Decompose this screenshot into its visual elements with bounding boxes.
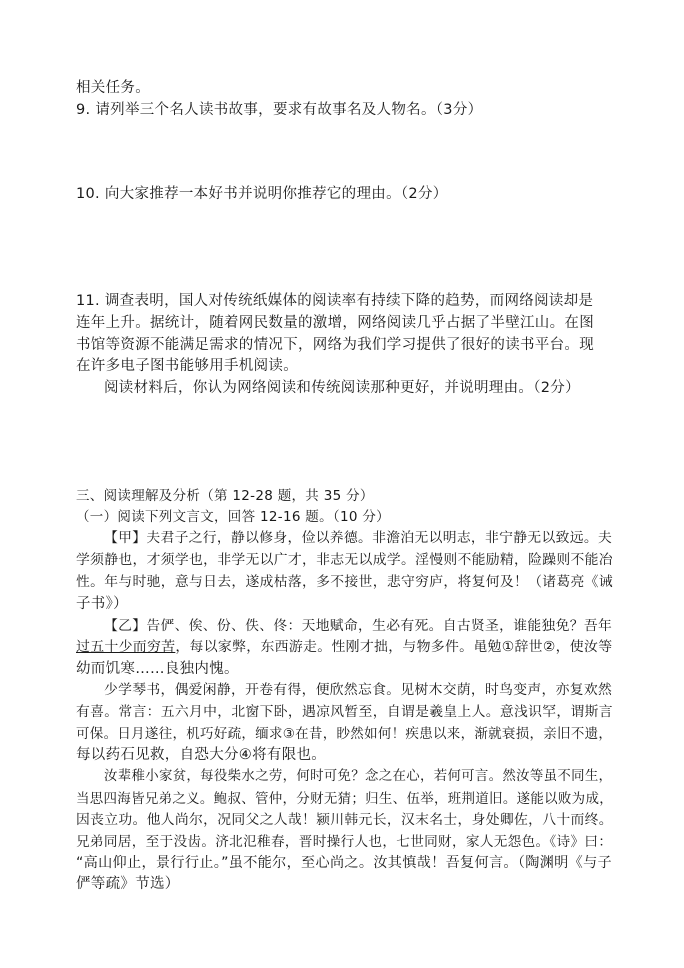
text-line: 在许多电子图书能够用手机阅读。 [76,358,298,374]
question-11-prompt: 阅读材料后，你认为网络阅读和传统阅读那种更好，并说明理由。（2分） [104,380,580,396]
underlined-phrase: 过五十少而穷苦 [76,639,176,655]
text-line [76,637,612,657]
text-line: 学须静也，才须学也，非学无以广才，非志无以成学。淫慢则不能励精，险躁则不能冶 [76,552,613,568]
text-line: 有喜。常言：五六月中，北窗下卧，遇凉风暂至，自谓是羲皇上人。意浅识罕，谓斯言 [76,704,613,720]
text-line: 每以药石见救，自恐大分④将有限也。 [76,747,327,763]
question-11: 11. 调查表明，国人对传统纸媒体的阅读率有持续下降的趋势，而网络阅读却是 [76,293,594,309]
passage-jia: 【甲】夫君子之行，静以修身，俭以养德。非澹泊无以明志，非宁静无以致远。夫 [104,530,613,546]
text-line: 俨等疏》节选） [76,876,180,892]
text-line: 相关任务。 [76,80,150,96]
text-line: 子书》） [76,596,128,612]
text-line: 因丧立功。他人尚尔，况同父之人哉！颍川韩元长，汉末名士，身处卿佐，八十而终。 [76,812,613,828]
text-line: 性。年与时驰，意与日去，遂成枯落，多不接世，悲守穷庐，将复何及！（诸葛亮《诫 [76,574,613,590]
section-heading: 三、阅读理解及分析（第 12-28 题，共 35 分） [76,488,374,504]
text-line: 书馆等资源不能满足需求的情况下，网络为我们学习提供了很好的读书平台。现 [76,337,594,353]
passage-yi: 【乙】告俨、俟、份、佚、佟：天地赋命，生必有死。自古贤圣，谁能独免？吾年 [104,618,613,634]
text-line: 可保。日月遂往，机巧好疏，缅求③在昔，眇然如何！疾患以来，渐就衰损，亲旧不遗， [76,726,613,742]
text-line: 兄弟同居，至于没齿。济北氾稚春，晋时操行人也，七世同财，家人无怨色。《诗》曰： [76,834,613,850]
question-9: 9. 请列举三个名人读书故事，要求有故事名及人物名。（3分） [76,102,483,118]
text-line: “高山仰止，景行行止。”虽不能尔，至心尚之。汝其慎哉！吾复何言。（陶渊明《与子 [76,855,612,871]
text-line: 当思四海皆兄弟之义。鲍叔、管仲，分财无猜；归生、伍举，班荆道旧。遂能以败为成， [76,791,613,807]
text-span: ，每以家弊，东西游走。性刚才拙，与物多件。黾勉①辞世②，使汝等 [175,639,613,655]
text-line: 连年上升。据统计，随着网民数量的激增，网络阅读几乎占据了半壁江山。在图 [76,315,594,331]
text-line: 幼而饥寒……良独内愧。 [76,661,239,677]
paragraph-start: 少学琴书，偶爱闲静，开卷有得，便欣然忘食。见树木交荫，时鸟变声，亦复欢然 [104,682,613,698]
question-10: 10. 向大家推荐一本好书并说明你推荐它的理由。（2分） [76,186,448,202]
subsection-heading: （一）阅读下列文言文，回答 12-16 题。（10 分） [76,509,390,525]
paragraph-start: 汝辈稚小家贫，每役柴水之劳，何时可免？念之在心，若何可言。然汝等虽不同生， [104,769,613,784]
